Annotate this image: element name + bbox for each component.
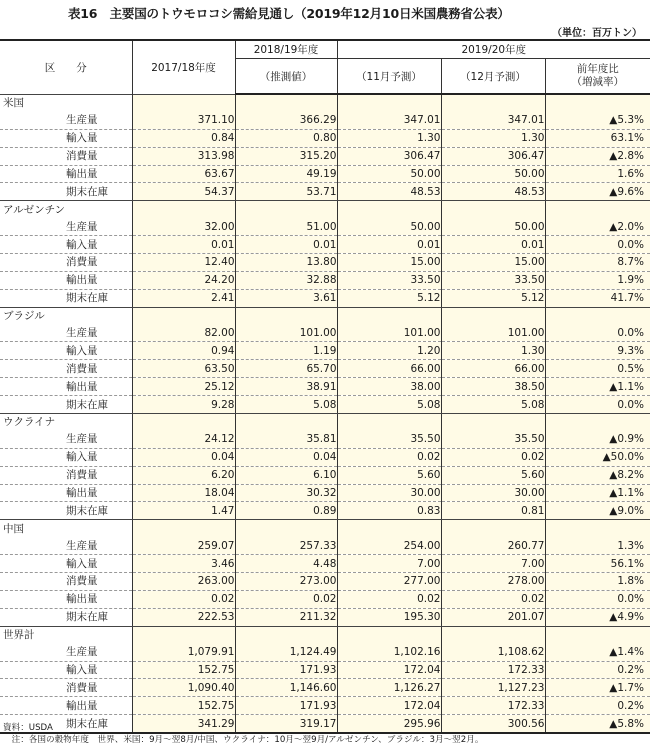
group-blank-cell bbox=[441, 201, 545, 218]
row-label-cell bbox=[0, 183, 132, 201]
group-row bbox=[0, 94, 650, 112]
value-cell-v2017: 32.00 bbox=[132, 218, 235, 235]
value-cell-nov: 5.08 bbox=[337, 396, 441, 414]
value-cell-v2017: 18.04 bbox=[132, 484, 235, 502]
value-cell-chg: ▲1.1% bbox=[545, 378, 650, 396]
row-item-label: 消費量 bbox=[66, 469, 98, 482]
group-blank-cell bbox=[132, 201, 235, 218]
row-label-cell bbox=[0, 590, 132, 608]
value-cell-v2017: 82.00 bbox=[132, 325, 235, 342]
value-cell-chg: 0.0% bbox=[545, 236, 650, 254]
value-cell-nov: 0.83 bbox=[337, 502, 441, 520]
value-cell-dec: 5.12 bbox=[441, 289, 545, 307]
table-row bbox=[0, 573, 650, 591]
row-label-cell bbox=[0, 129, 132, 147]
value-cell-nov: 254.00 bbox=[337, 537, 441, 554]
table-row bbox=[0, 129, 650, 147]
value-cell-chg: ▲4.9% bbox=[545, 608, 650, 626]
group-blank-cell bbox=[235, 201, 337, 218]
supply-demand-table bbox=[0, 39, 650, 734]
row-label-cell bbox=[0, 147, 132, 165]
row-item-label: 消費量 bbox=[66, 362, 98, 375]
value-cell-nov: 172.04 bbox=[337, 697, 441, 715]
value-cell-dec: 306.47 bbox=[441, 147, 545, 165]
value-cell-v2018: 319.17 bbox=[235, 715, 337, 733]
value-cell-dec: 172.33 bbox=[441, 661, 545, 679]
value-cell-dec: 0.01 bbox=[441, 236, 545, 254]
table-row bbox=[0, 396, 650, 414]
value-cell-v2017: 0.94 bbox=[132, 342, 235, 360]
value-cell-dec: 1.30 bbox=[441, 129, 545, 147]
value-cell-nov: 101.00 bbox=[337, 325, 441, 342]
table-row bbox=[0, 342, 650, 360]
group-blank-cell bbox=[441, 94, 545, 112]
value-cell-v2017: 1,090.40 bbox=[132, 679, 235, 697]
table-row bbox=[0, 431, 650, 448]
group-row bbox=[0, 307, 650, 324]
value-cell-v2018: 0.02 bbox=[235, 590, 337, 608]
row-label-cell bbox=[0, 679, 132, 697]
value-cell-chg: ▲5.8% bbox=[545, 715, 650, 733]
table-row bbox=[0, 218, 650, 235]
row-item-label: 輸出量 bbox=[66, 487, 98, 500]
value-cell-v2017: 313.98 bbox=[132, 147, 235, 165]
group-row bbox=[0, 414, 650, 431]
value-cell-nov: 48.53 bbox=[337, 183, 441, 201]
value-cell-nov: 50.00 bbox=[337, 165, 441, 183]
value-cell-v2017: 24.20 bbox=[132, 271, 235, 289]
value-cell-dec: 1,108.62 bbox=[441, 644, 545, 661]
table-row bbox=[0, 590, 650, 608]
value-cell-v2018: 1,124.49 bbox=[235, 644, 337, 661]
table-row bbox=[0, 448, 650, 466]
header-nov: （11月予測） bbox=[337, 59, 441, 95]
value-cell-nov: 1,102.16 bbox=[337, 644, 441, 661]
row-label-cell bbox=[0, 573, 132, 591]
group-label: 世界計 bbox=[0, 626, 132, 643]
value-cell-v2017: 1.47 bbox=[132, 502, 235, 520]
row-label-cell bbox=[0, 555, 132, 573]
value-cell-dec: 201.07 bbox=[441, 608, 545, 626]
table-row bbox=[0, 679, 650, 697]
group-blank-cell bbox=[545, 307, 650, 324]
table-row bbox=[0, 537, 650, 554]
group-blank-cell bbox=[132, 414, 235, 431]
value-cell-dec: 0.02 bbox=[441, 448, 545, 466]
value-cell-v2018: 65.70 bbox=[235, 360, 337, 378]
header-kubun: 区 分 bbox=[0, 40, 132, 94]
header-2018: 2018/19年度 bbox=[235, 40, 337, 59]
value-cell-dec: 172.33 bbox=[441, 697, 545, 715]
value-cell-nov: 1.30 bbox=[337, 129, 441, 147]
row-label-cell bbox=[0, 502, 132, 520]
note-source: 資料：USDA bbox=[3, 723, 53, 733]
row-item-label: 輸出量 bbox=[66, 274, 98, 287]
row-item-label: 生産量 bbox=[66, 539, 98, 552]
value-cell-v2018: 53.71 bbox=[235, 183, 337, 201]
value-cell-dec: 278.00 bbox=[441, 573, 545, 591]
value-cell-dec: 7.00 bbox=[441, 555, 545, 573]
group-blank-cell bbox=[545, 520, 650, 537]
value-cell-v2018: 366.29 bbox=[235, 112, 337, 129]
row-item-label: 輸出量 bbox=[66, 168, 98, 180]
row-label-cell bbox=[0, 254, 132, 272]
value-cell-v2017: 1,079.91 bbox=[132, 644, 235, 661]
row-label-cell bbox=[0, 661, 132, 679]
value-cell-nov: 0.02 bbox=[337, 590, 441, 608]
table-row bbox=[0, 555, 650, 573]
row-label-cell bbox=[0, 325, 132, 342]
value-cell-v2017: 152.75 bbox=[132, 697, 235, 715]
value-cell-chg: ▲8.2% bbox=[545, 466, 650, 484]
value-cell-v2017: 0.01 bbox=[132, 236, 235, 254]
value-cell-nov: 5.60 bbox=[337, 466, 441, 484]
table-row bbox=[0, 165, 650, 183]
value-cell-dec: 1.30 bbox=[441, 342, 545, 360]
row-item-label: 消費量 bbox=[66, 575, 98, 588]
table-body bbox=[0, 94, 650, 733]
value-cell-v2018: 3.61 bbox=[235, 289, 337, 307]
value-cell-v2017: 341.29 bbox=[132, 715, 235, 733]
value-cell-v2017: 152.75 bbox=[132, 661, 235, 679]
table-title: 表16 主要国のトウモロコシ需給見通し（2019年12月10日米国農務省公表） bbox=[68, 6, 510, 21]
value-cell-v2018: 211.32 bbox=[235, 608, 337, 626]
row-item-label: 輸入量 bbox=[66, 238, 98, 251]
value-cell-v2018: 4.48 bbox=[235, 555, 337, 573]
row-label-cell bbox=[0, 644, 132, 661]
value-cell-dec: 38.50 bbox=[441, 378, 545, 396]
value-cell-v2018: 32.88 bbox=[235, 271, 337, 289]
value-cell-v2018: 0.01 bbox=[235, 236, 337, 254]
row-label-cell bbox=[0, 448, 132, 466]
table-row bbox=[0, 112, 650, 129]
value-cell-nov: 195.30 bbox=[337, 608, 441, 626]
value-cell-v2017: 263.00 bbox=[132, 573, 235, 591]
group-blank-cell bbox=[235, 94, 337, 112]
value-cell-v2018: 273.00 bbox=[235, 573, 337, 591]
group-blank-cell bbox=[337, 307, 441, 324]
value-cell-chg: ▲0.9% bbox=[545, 431, 650, 448]
group-blank-cell bbox=[132, 307, 235, 324]
value-cell-v2018: 38.91 bbox=[235, 378, 337, 396]
table-row bbox=[0, 254, 650, 272]
group-blank-cell bbox=[441, 307, 545, 324]
value-cell-v2018: 1.19 bbox=[235, 342, 337, 360]
group-row bbox=[0, 520, 650, 537]
row-label-cell bbox=[0, 236, 132, 254]
group-blank-cell bbox=[337, 520, 441, 537]
group-row bbox=[0, 626, 650, 643]
value-cell-v2017: 25.12 bbox=[132, 378, 235, 396]
group-blank-cell bbox=[545, 626, 650, 643]
row-item-label: 輸出量 bbox=[66, 380, 98, 393]
group-blank-cell bbox=[337, 626, 441, 643]
row-item-label: 期末在庫 bbox=[66, 292, 108, 305]
value-cell-nov: 38.00 bbox=[337, 378, 441, 396]
row-label-cell bbox=[0, 342, 132, 360]
group-label: ブラジル bbox=[0, 307, 132, 324]
row-item-label: 輸入量 bbox=[66, 557, 98, 570]
value-cell-dec: 50.00 bbox=[441, 218, 545, 235]
row-label-cell bbox=[0, 396, 132, 414]
value-cell-v2018: 101.00 bbox=[235, 325, 337, 342]
row-label-cell bbox=[0, 608, 132, 626]
value-cell-v2017: 259.07 bbox=[132, 537, 235, 554]
table-row bbox=[0, 644, 650, 661]
value-cell-chg: ▲5.3% bbox=[545, 112, 650, 129]
row-label-cell bbox=[0, 431, 132, 448]
value-cell-nov: 295.96 bbox=[337, 715, 441, 733]
value-cell-v2017: 0.04 bbox=[132, 448, 235, 466]
value-cell-nov: 0.01 bbox=[337, 236, 441, 254]
table-row bbox=[0, 236, 650, 254]
value-cell-v2017: 222.53 bbox=[132, 608, 235, 626]
table-row bbox=[0, 147, 650, 165]
value-cell-v2018: 257.33 bbox=[235, 537, 337, 554]
value-cell-v2018: 5.08 bbox=[235, 396, 337, 414]
table-row bbox=[0, 360, 650, 378]
value-cell-nov: 1.20 bbox=[337, 342, 441, 360]
row-item-label: 期末在庫 bbox=[66, 504, 108, 517]
row-item-label: 輸入量 bbox=[66, 344, 98, 357]
group-blank-cell bbox=[132, 520, 235, 537]
row-label-cell bbox=[0, 112, 132, 129]
group-blank-cell bbox=[441, 626, 545, 643]
value-cell-v2018: 6.10 bbox=[235, 466, 337, 484]
value-cell-dec: 347.01 bbox=[441, 112, 545, 129]
row-item-label: 生産量 bbox=[66, 433, 98, 446]
row-item-label: 輸出量 bbox=[66, 699, 98, 712]
group-blank-cell bbox=[132, 94, 235, 112]
header-2017: 2017/18年度 bbox=[132, 40, 235, 94]
value-cell-nov: 5.12 bbox=[337, 289, 441, 307]
value-cell-dec: 300.56 bbox=[441, 715, 545, 733]
group-blank-cell bbox=[337, 94, 441, 112]
group-blank-cell bbox=[441, 520, 545, 537]
notes bbox=[3, 722, 483, 746]
value-cell-chg: 9.3% bbox=[545, 342, 650, 360]
value-cell-chg: 0.0% bbox=[545, 325, 650, 342]
row-label-cell bbox=[0, 484, 132, 502]
unit-label: （単位：百万トン） bbox=[552, 28, 642, 39]
row-item-label: 生産量 bbox=[66, 114, 98, 127]
value-cell-chg: 1.9% bbox=[545, 271, 650, 289]
row-item-label: 輸出量 bbox=[66, 593, 98, 606]
value-cell-dec: 1,127.23 bbox=[441, 679, 545, 697]
value-cell-v2018: 171.93 bbox=[235, 697, 337, 715]
row-label-cell bbox=[0, 289, 132, 307]
value-cell-nov: 35.50 bbox=[337, 431, 441, 448]
value-cell-dec: 50.00 bbox=[441, 165, 545, 183]
value-cell-chg: 1.6% bbox=[545, 165, 650, 183]
value-cell-v2018: 0.89 bbox=[235, 502, 337, 520]
value-cell-chg: 8.7% bbox=[545, 254, 650, 272]
table-row bbox=[0, 325, 650, 342]
value-cell-v2017: 0.02 bbox=[132, 590, 235, 608]
value-cell-v2018: 30.32 bbox=[235, 484, 337, 502]
value-cell-nov: 30.00 bbox=[337, 484, 441, 502]
value-cell-dec: 30.00 bbox=[441, 484, 545, 502]
value-cell-chg: 56.1% bbox=[545, 555, 650, 573]
value-cell-dec: 5.60 bbox=[441, 466, 545, 484]
row-label-cell bbox=[0, 466, 132, 484]
value-cell-nov: 50.00 bbox=[337, 218, 441, 235]
value-cell-chg: 0.2% bbox=[545, 661, 650, 679]
value-cell-chg: 41.7% bbox=[545, 289, 650, 307]
value-cell-dec: 0.81 bbox=[441, 502, 545, 520]
group-row bbox=[0, 201, 650, 218]
value-cell-chg: 63.1% bbox=[545, 129, 650, 147]
value-cell-dec: 0.02 bbox=[441, 590, 545, 608]
group-label: 中国 bbox=[0, 520, 132, 537]
value-cell-v2018: 0.80 bbox=[235, 129, 337, 147]
value-cell-nov: 172.04 bbox=[337, 661, 441, 679]
value-cell-v2017: 24.12 bbox=[132, 431, 235, 448]
table-row bbox=[0, 661, 650, 679]
row-item-label: 輸入量 bbox=[66, 663, 98, 676]
value-cell-chg: ▲1.4% bbox=[545, 644, 650, 661]
value-cell-chg: 0.2% bbox=[545, 697, 650, 715]
value-cell-nov: 0.02 bbox=[337, 448, 441, 466]
value-cell-dec: 5.08 bbox=[441, 396, 545, 414]
row-item-label: 輸入量 bbox=[66, 132, 98, 145]
row-label-cell bbox=[0, 360, 132, 378]
group-label: アルゼンチン bbox=[0, 201, 132, 218]
table-row bbox=[0, 183, 650, 201]
value-cell-v2017: 3.46 bbox=[132, 555, 235, 573]
group-blank-cell bbox=[545, 94, 650, 112]
table-row bbox=[0, 466, 650, 484]
value-cell-dec: 33.50 bbox=[441, 271, 545, 289]
group-blank-cell bbox=[132, 626, 235, 643]
value-cell-nov: 277.00 bbox=[337, 573, 441, 591]
table-row bbox=[0, 697, 650, 715]
group-blank-cell bbox=[545, 201, 650, 218]
value-cell-v2017: 0.84 bbox=[132, 129, 235, 147]
value-cell-dec: 260.77 bbox=[441, 537, 545, 554]
row-label-cell bbox=[0, 378, 132, 396]
value-cell-dec: 48.53 bbox=[441, 183, 545, 201]
value-cell-dec: 66.00 bbox=[441, 360, 545, 378]
group-blank-cell bbox=[337, 414, 441, 431]
value-cell-chg: 0.5% bbox=[545, 360, 650, 378]
table-row bbox=[0, 289, 650, 307]
value-cell-chg: ▲1.1% bbox=[545, 484, 650, 502]
row-label-cell bbox=[0, 218, 132, 235]
row-item-label: 消費量 bbox=[66, 681, 98, 694]
group-blank-cell bbox=[235, 307, 337, 324]
value-cell-dec: 35.50 bbox=[441, 431, 545, 448]
value-cell-v2017: 12.40 bbox=[132, 254, 235, 272]
value-cell-chg: ▲2.8% bbox=[545, 147, 650, 165]
value-cell-v2017: 371.10 bbox=[132, 112, 235, 129]
row-item-label: 期末在庫 bbox=[66, 717, 108, 730]
header-2018-sub: （推測値） bbox=[235, 59, 337, 95]
value-cell-v2018: 35.81 bbox=[235, 431, 337, 448]
header-2019: 2019/20年度 bbox=[337, 40, 650, 59]
value-cell-v2017: 2.41 bbox=[132, 289, 235, 307]
row-item-label: 期末在庫 bbox=[66, 611, 108, 624]
value-cell-v2018: 13.80 bbox=[235, 254, 337, 272]
group-blank-cell bbox=[337, 201, 441, 218]
value-cell-v2018: 49.19 bbox=[235, 165, 337, 183]
value-cell-chg: 1.3% bbox=[545, 537, 650, 554]
group-blank-cell bbox=[235, 520, 337, 537]
header-change-line1: 前年度比 bbox=[576, 63, 619, 75]
value-cell-v2018: 0.04 bbox=[235, 448, 337, 466]
header-change bbox=[545, 59, 650, 95]
group-blank-cell bbox=[441, 414, 545, 431]
value-cell-chg: ▲9.0% bbox=[545, 502, 650, 520]
table-row bbox=[0, 502, 650, 520]
value-cell-chg: ▲1.7% bbox=[545, 679, 650, 697]
value-cell-nov: 347.01 bbox=[337, 112, 441, 129]
table-row bbox=[0, 271, 650, 289]
value-cell-chg: ▲2.0% bbox=[545, 218, 650, 235]
value-cell-v2017: 6.20 bbox=[132, 466, 235, 484]
value-cell-v2018: 1,146.60 bbox=[235, 679, 337, 697]
header-change-line2: （増減率） bbox=[571, 76, 624, 88]
group-label: ウクライナ bbox=[0, 414, 132, 431]
value-cell-dec: 15.00 bbox=[441, 254, 545, 272]
row-label-cell bbox=[0, 165, 132, 183]
value-cell-chg: ▲50.0% bbox=[545, 448, 650, 466]
row-label-cell bbox=[0, 271, 132, 289]
value-cell-v2017: 63.67 bbox=[132, 165, 235, 183]
value-cell-v2018: 171.93 bbox=[235, 661, 337, 679]
value-cell-v2018: 315.20 bbox=[235, 147, 337, 165]
value-cell-chg: ▲9.6% bbox=[545, 183, 650, 201]
table-row bbox=[0, 484, 650, 502]
group-blank-cell bbox=[545, 414, 650, 431]
value-cell-v2017: 54.37 bbox=[132, 183, 235, 201]
row-item-label: 消費量 bbox=[66, 150, 98, 163]
row-item-label: 生産量 bbox=[66, 646, 98, 659]
value-cell-dec: 101.00 bbox=[441, 325, 545, 342]
row-item-label: 消費量 bbox=[66, 256, 98, 269]
value-cell-chg: 0.0% bbox=[545, 590, 650, 608]
row-item-label: 期末在庫 bbox=[66, 185, 108, 198]
value-cell-nov: 15.00 bbox=[337, 254, 441, 272]
row-item-label: 輸入量 bbox=[66, 451, 98, 464]
value-cell-v2018: 51.00 bbox=[235, 218, 337, 235]
value-cell-v2017: 9.28 bbox=[132, 396, 235, 414]
group-blank-cell bbox=[235, 414, 337, 431]
row-item-label: 生産量 bbox=[66, 220, 98, 233]
row-label-cell bbox=[0, 537, 132, 554]
table-row bbox=[0, 608, 650, 626]
value-cell-chg: 1.8% bbox=[545, 573, 650, 591]
row-label-cell bbox=[0, 697, 132, 715]
table-row bbox=[0, 378, 650, 396]
row-item-label: 生産量 bbox=[66, 327, 98, 340]
group-blank-cell bbox=[235, 626, 337, 643]
value-cell-nov: 1,126.27 bbox=[337, 679, 441, 697]
value-cell-chg: 0.0% bbox=[545, 396, 650, 414]
value-cell-nov: 66.00 bbox=[337, 360, 441, 378]
value-cell-v2017: 63.50 bbox=[132, 360, 235, 378]
row-item-label: 期末在庫 bbox=[66, 398, 108, 411]
note-years: 注：各国の穀物年度 世界、米国：9月～翌8月/中国、ウクライナ：10月～翌9月/アルゼンチン、ブラジル：3月～翌2月。 bbox=[3, 735, 484, 745]
value-cell-nov: 306.47 bbox=[337, 147, 441, 165]
group-label: 米国 bbox=[0, 94, 132, 112]
header-dec: （12月予測） bbox=[441, 59, 545, 95]
value-cell-nov: 7.00 bbox=[337, 555, 441, 573]
value-cell-nov: 33.50 bbox=[337, 271, 441, 289]
